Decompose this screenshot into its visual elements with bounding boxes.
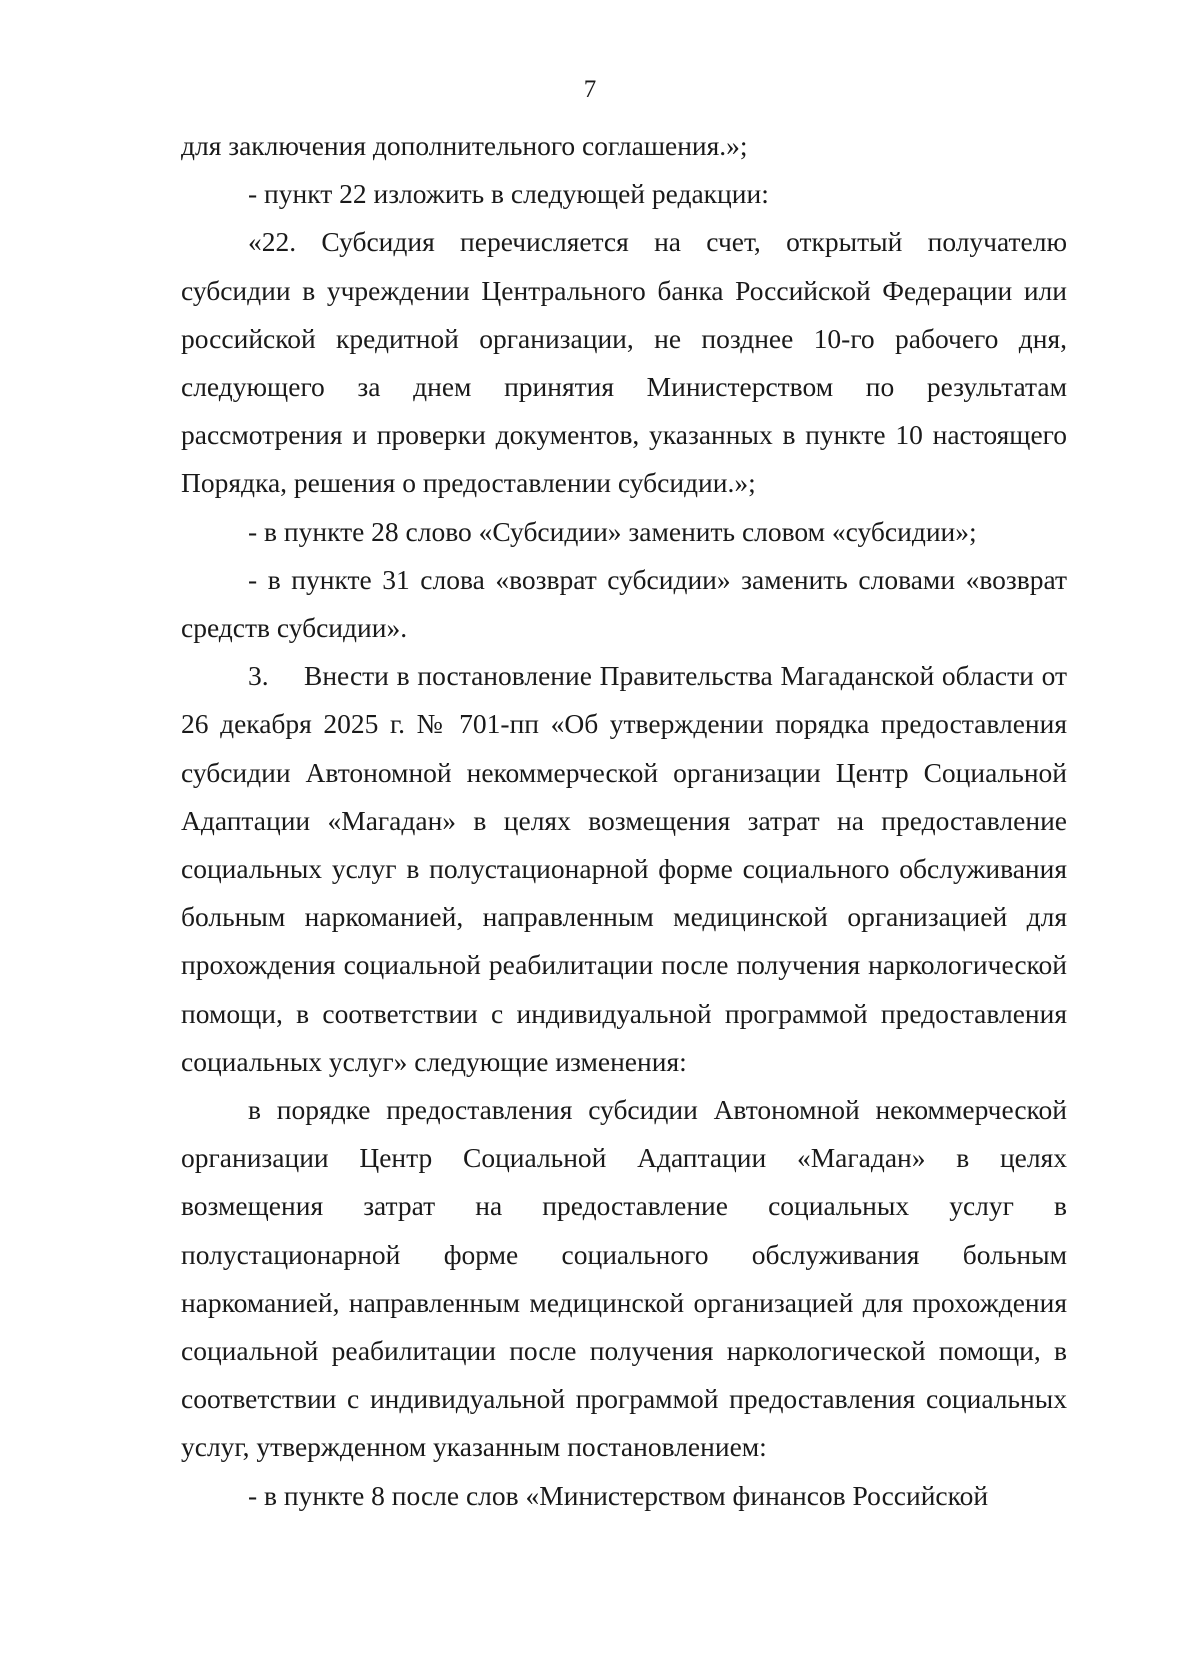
paragraph-section-3 — [181, 652, 1067, 1086]
document-body — [181, 122, 1067, 1520]
page-number: 7 — [583, 76, 597, 103]
paragraph-item-22-heading: - пункт 22 изложить в следующей редакции: — [248, 178, 769, 210]
paragraph-item-28-change: - в пункте 28 слово «Субсидии» заменить словом «субсидии»; — [248, 515, 977, 547]
paragraph-continuation: для заключения дополнительного соглашения.»; — [181, 130, 748, 161]
paragraph-procedure-changes: в порядке предоставления субсидии Автономной некоммерческой организации Центр Социальной Адаптации «Магадан» в целях возмещения затрат на предоставление социальных услуг в полустационарной форме социального обслуживания больным наркоманией, направленным медицинской организацией для прохождения социальной реабилитации после получения наркологической помощи, в соответствии с индивидуальной программой предоставления социальных услуг, утвержденном указанным постановлением: — [181, 1094, 1067, 1463]
paragraph-item-22-text: «22. Субсидия перечисляется на счет, открытый получателю субсидии в учреждении Центрального банка Российской Федерации или российской кредитной организации, не позднее 10-го рабочего дня, следующего за днем принятия Министерством по результатам рассмотрения и проверки документов, указанных в пункте 10 настоящего Порядка, решения о предоставлении субсидии.»; — [181, 226, 1067, 499]
section-number: 3. — [248, 660, 269, 692]
paragraph-item-8-change: - в пункте 8 после слов «Министерством финансов Российской — [248, 1479, 989, 1511]
section-3-text: Внести в постановление Правительства Магаданской области от 26 декабря 2025 г. № 701-пп «Об утверждении порядка предоставления субсидии Автономной некоммерческой организации Центр Социальной Адаптации «Магадан» в целях возмещения затрат на предоставление социальных услуг в полустационарной форме социального обслуживания больным наркоманией, направленным медицинской организацией для прохождения социальной реабилитации после получения наркологической помощи, в соответствии с индивидуальной программой предоставления социальных услуг» следующие изменения: — [181, 660, 1067, 1077]
paragraph-item-31-change: - в пункте 31 слова «возврат субсидии» заменить словами «возврат средств субсидии». — [181, 563, 1067, 644]
